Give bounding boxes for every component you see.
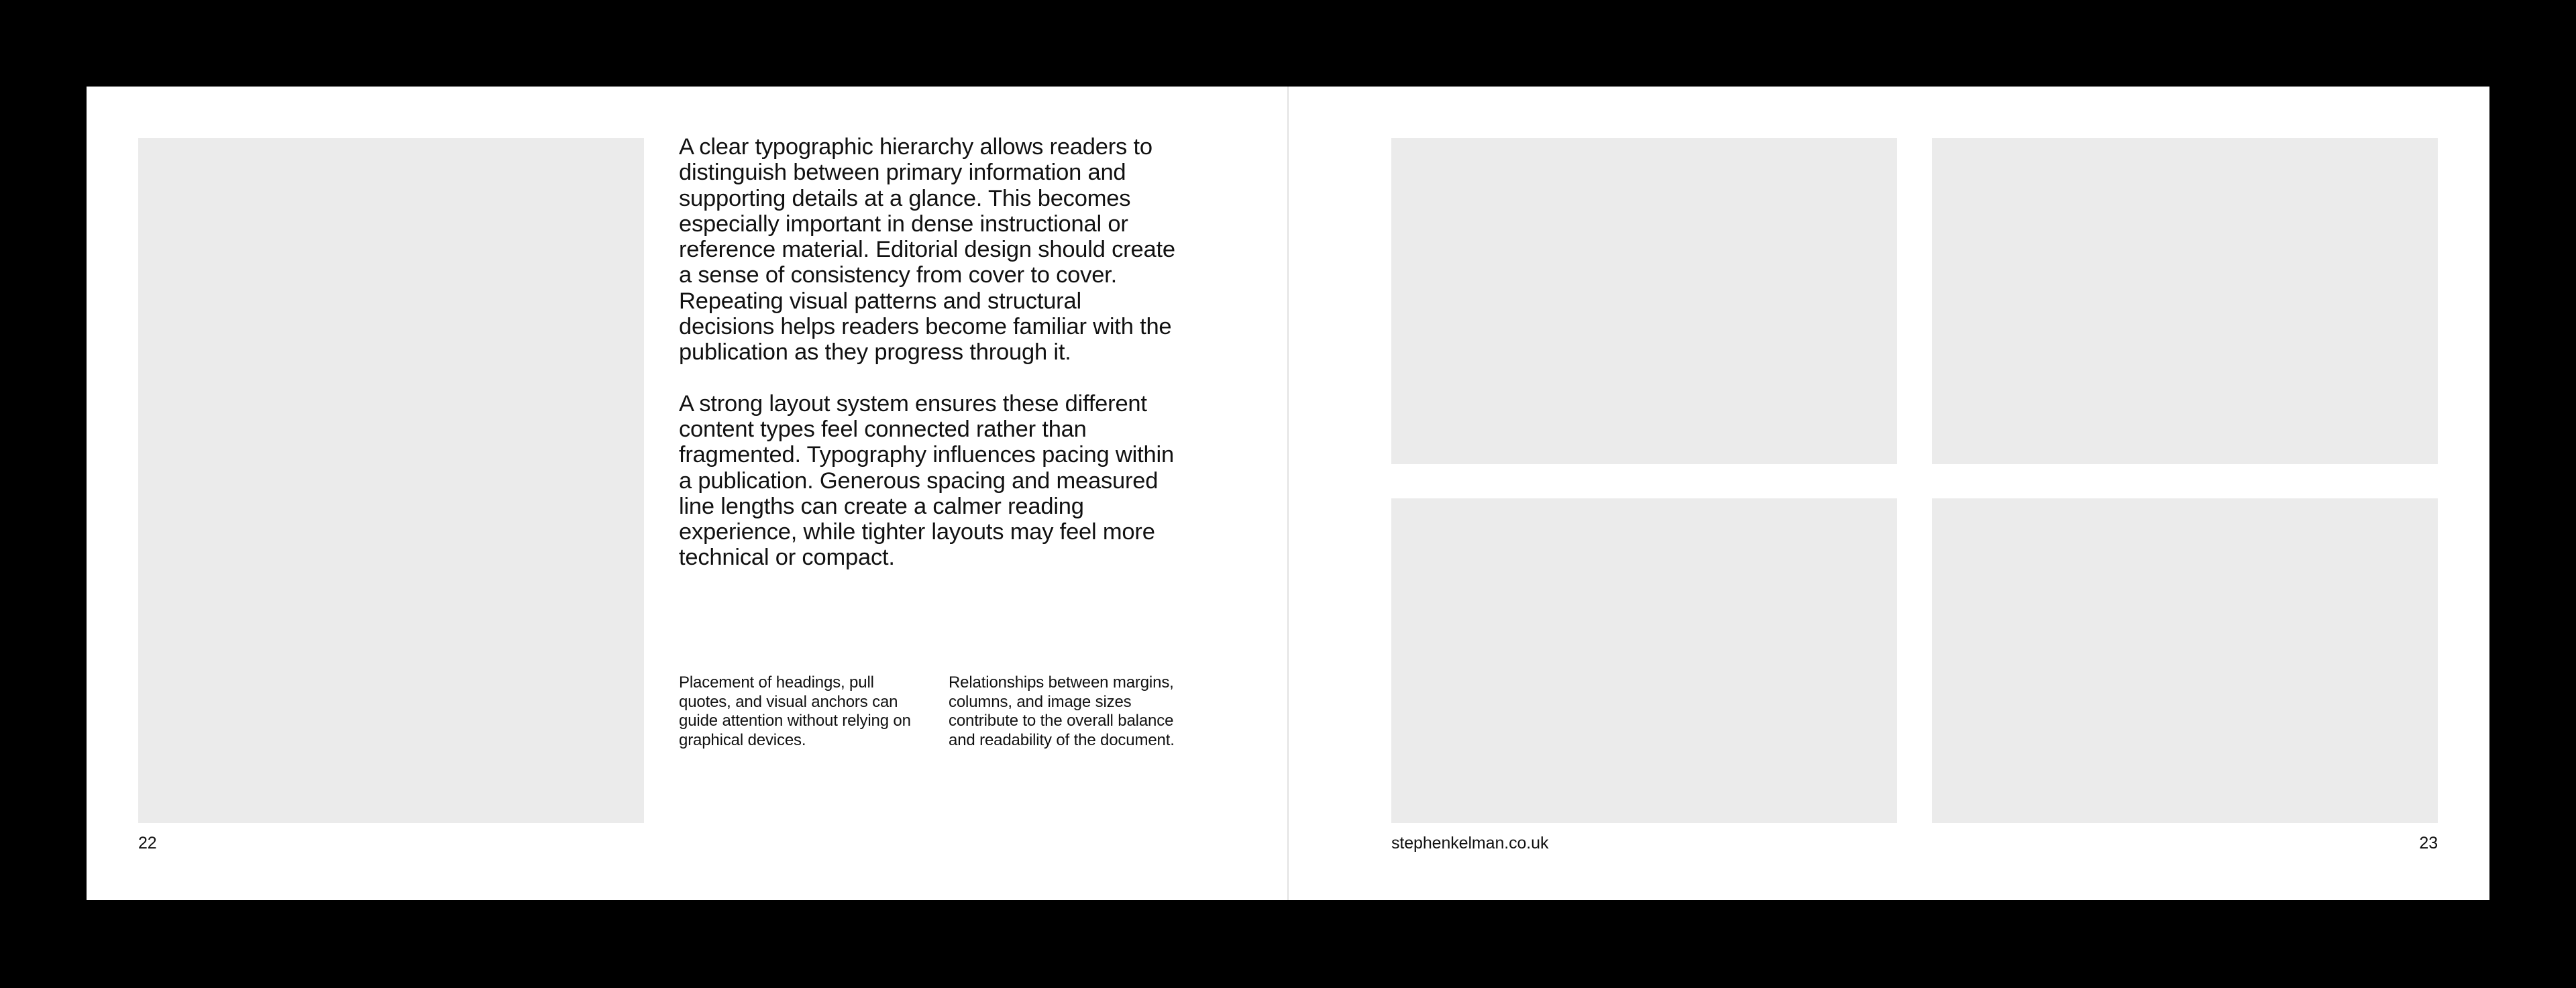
image-placeholder-bottom-left	[1391, 498, 1897, 823]
caption-right: Relationships between margins, columns, and image sizes contribute to the overall balance and readability of the document.	[949, 673, 1175, 749]
page-number-left: 22	[138, 834, 157, 853]
right-page	[1289, 87, 2489, 900]
image-placeholder-top-right	[1932, 138, 2438, 464]
body-copy	[679, 134, 1175, 596]
image-placeholder-top-left	[1391, 138, 1897, 464]
caption-left: Placement of headings, pull quotes, and visual anchors can guide attention without relying on graphical devices.	[679, 673, 911, 749]
left-page	[87, 87, 1287, 900]
website-url: stephenkelman.co.uk	[1391, 834, 1549, 853]
body-paragraph-2: A strong layout system ensures these different content types feel connected rather than fragmented. Typography influences pacing within a publication. Generous spacing and measured line lengths can create a calmer reading experience, while tighter layouts may feel more technical or compact.	[679, 390, 1174, 571]
page-number-right: 23	[2419, 834, 2438, 853]
image-placeholder-bottom-right	[1932, 498, 2438, 823]
body-paragraph-1: A clear typographic hierarchy allows readers to distinguish between primary information and supporting details at a glance. This becomes especially important in dense instructional or reference material. Editorial design should create a sense of consistency from cover to cover. Repeating visual patterns and structural decisions helps readers become familiar with the publication as they progress through it.	[679, 134, 1175, 366]
left-image-placeholder	[138, 138, 644, 823]
